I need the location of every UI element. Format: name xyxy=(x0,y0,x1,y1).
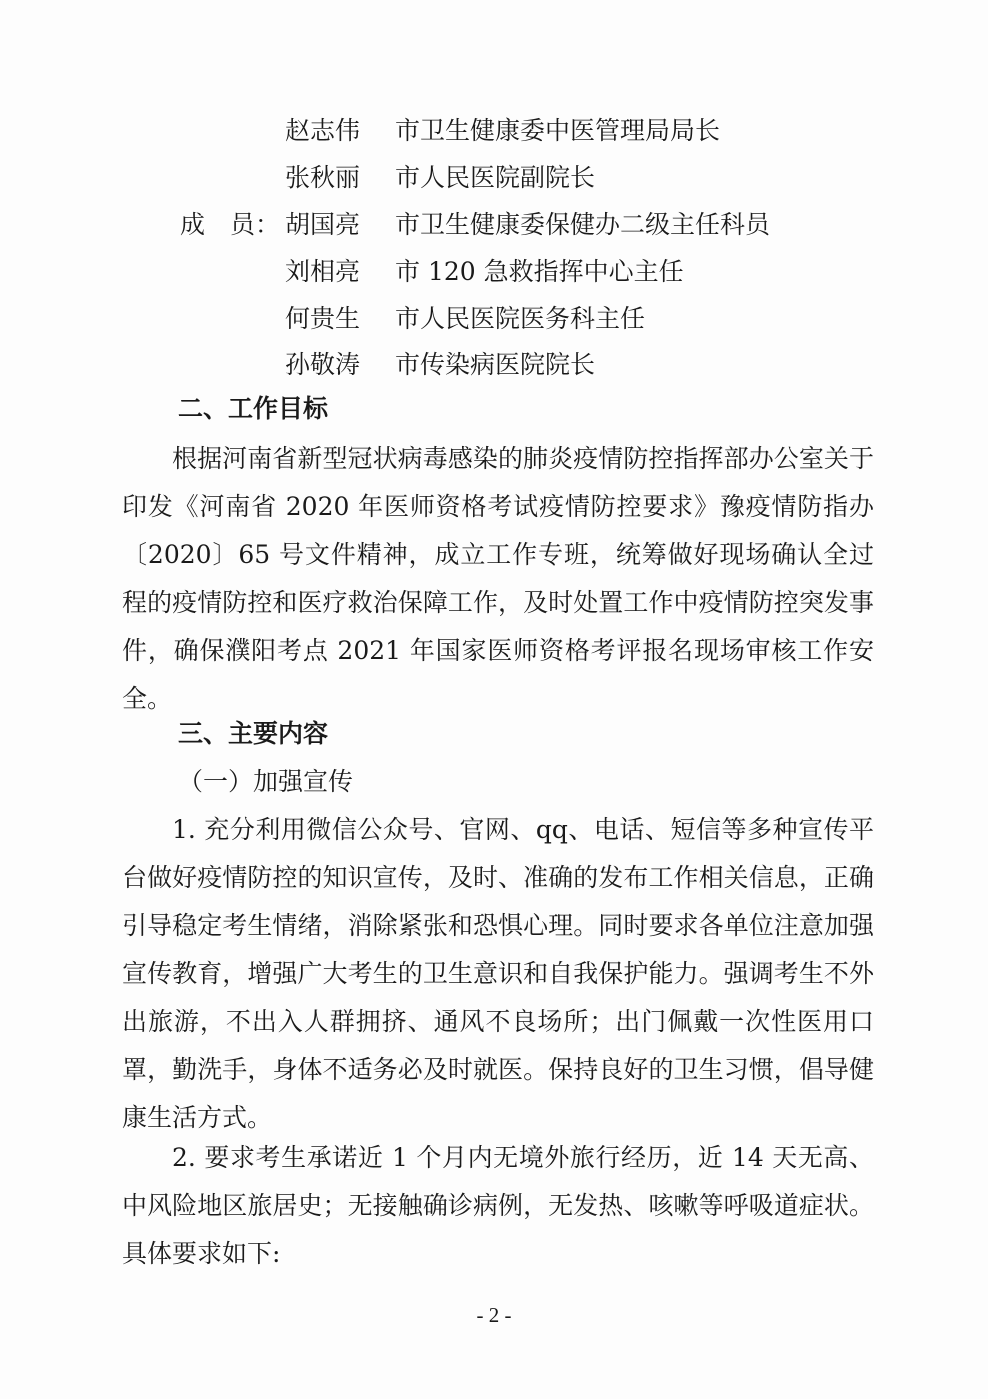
member-title: 市卫生健康委中医管理局局长 xyxy=(395,116,721,145)
member-title: 市卫生健康委保健办二级主任科员 xyxy=(395,210,771,239)
member-name: 何贵生 xyxy=(285,304,361,333)
member-title: 市传染病医院院长 xyxy=(395,350,596,379)
member-title: 市 120 急救指挥中心主任 xyxy=(395,257,684,286)
member-name: 孙敬涛 xyxy=(285,350,361,379)
member-title: 市人民医院医务科主任 xyxy=(395,304,646,333)
section-3-heading: 三、主要内容 xyxy=(178,719,329,748)
member-name: 张秋丽 xyxy=(285,163,361,192)
member-name: 赵志伟 xyxy=(285,116,361,145)
section-3-item-1: 1. 充分利用微信公众号、官网、qq、电话、短信等多种宣传平台做好疫情防控的知识宣传，及时、准确的发布工作相关信息，正确引导稳定考生情绪，消除紧张和恐惧心理。同时要求各单位注意加强宣传教育，增强广大考生的卫生意识和自我保护能力。强调考生不外出旅游，不出入人群拥挤、通风不良场所；出门佩戴一次性医用口罩，勤洗手，身体不适务必及时就医。保持良好的卫生习惯，倡导健康生活方式。 xyxy=(122,815,874,1132)
section-3-subheading: （一）加强宣传 xyxy=(178,767,354,796)
member-name: 刘相亮 xyxy=(285,257,361,286)
member-title: 市人民医院副院长 xyxy=(395,163,596,192)
section-3-item-2: 2. 要求考生承诺近 1 个月内无境外旅行经历，近 14 天无高、中风险地区旅居史；无接触确诊病例，无发热、咳嗽等呼吸道症状。具体要求如下: xyxy=(122,1143,874,1268)
section-2-heading: 二、工作目标 xyxy=(178,394,329,423)
member-name: 胡国亮 xyxy=(285,210,361,239)
page-number: - 2 - xyxy=(476,1303,512,1327)
member-role: 成 员： xyxy=(180,210,281,239)
section-2-paragraph: 根据河南省新型冠状病毒感染的肺炎疫情防控指挥部办公室关于印发《河南省 2020 年医师资格考试疫情防控要求》豫疫情防指办〔2020〕65 号文件精神，成立工作专班，统筹做好现场确认全过程的疫情防控和医疗救治保障工作，及时处置工作中疫情防控突发事件，确保濮阳考点 2021 年国家医师资格考评报名现场审核工作安全。 xyxy=(122,444,874,713)
